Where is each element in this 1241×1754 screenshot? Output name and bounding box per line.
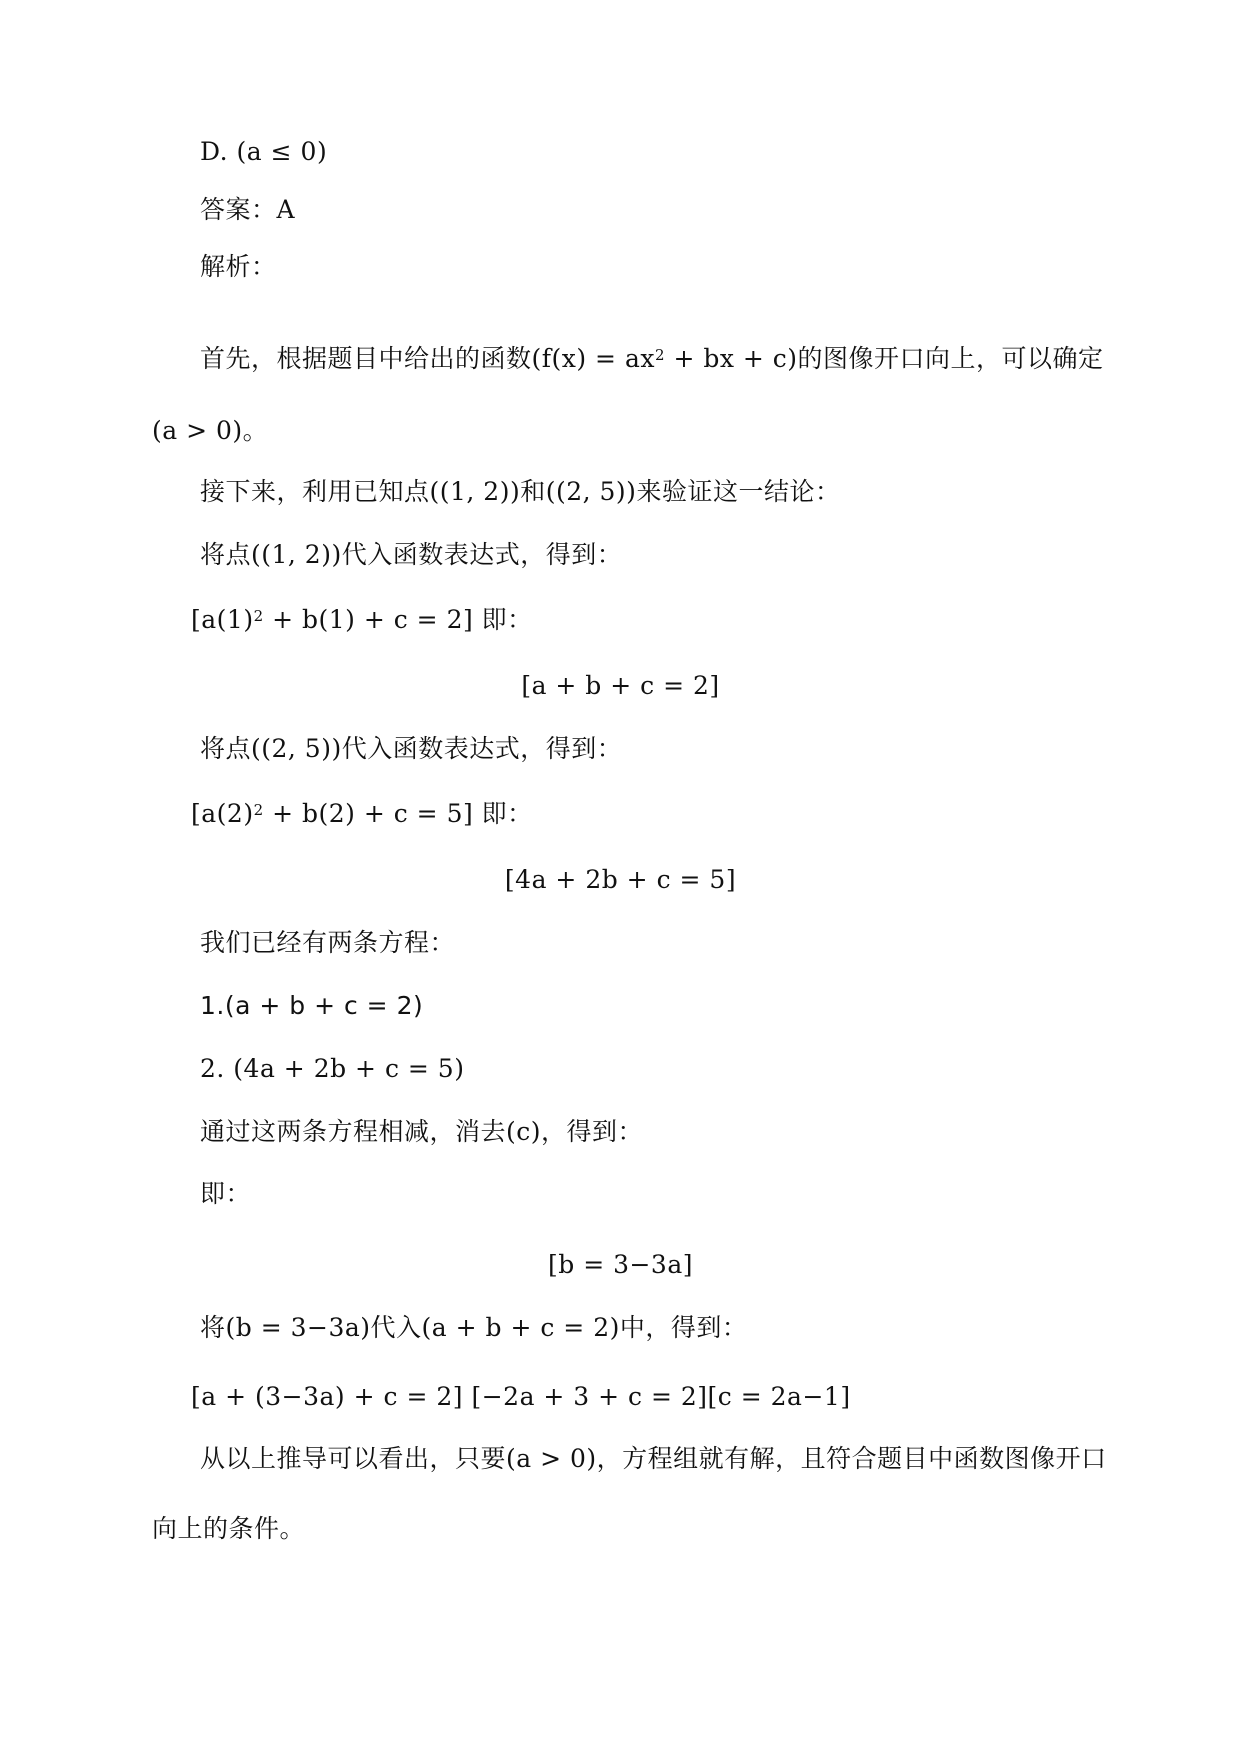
subtract-paragraph: 通过这两条方程相减，消去(c)，得到： bbox=[200, 1117, 644, 1146]
eq2-text-a: [a(2) bbox=[191, 799, 254, 828]
option-d: D. (a ≤ 0) bbox=[200, 137, 328, 166]
substitute-point-1: 将点((1, 2))代入函数表达式，得到： bbox=[200, 540, 623, 569]
equation-2 bbox=[191, 798, 533, 830]
conclusion-paragraph: 从以上推导可以看出，只要(a > 0)，方程组就有解，且符合题目中函数图像开口 bbox=[200, 1444, 1107, 1473]
para1-text-a: 首先，根据题目中给出的函数(f(x) = ax bbox=[200, 344, 655, 373]
substitute-b-paragraph: 将(b = 3−3a)代入(a + b + c = 2)中，得到： bbox=[200, 1313, 748, 1342]
eq2-superscript: 2 bbox=[253, 801, 264, 819]
para1-text-b: + bx + c)的图像开口向上，可以确定 bbox=[665, 344, 1104, 373]
list-item-2: 2. (4a + 2b + c = 5) bbox=[200, 1054, 465, 1083]
equation-2-simplified: [4a + 2b + c = 5] bbox=[504, 865, 737, 894]
equation-1-simplified: [a + b + c = 2] bbox=[521, 671, 720, 700]
ie-label: 即： bbox=[200, 1179, 252, 1208]
list-item-1: 1.(a + b + c = 2) bbox=[200, 991, 424, 1020]
answer-line: 答案：A bbox=[200, 195, 296, 224]
para1-superscript: 2 bbox=[654, 346, 666, 364]
analysis-label: 解析： bbox=[200, 252, 277, 281]
analysis-paragraph-1-continued: (a > 0)。 bbox=[152, 416, 269, 445]
substitute-point-2: 将点((2, 5))代入函数表达式，得到： bbox=[200, 734, 623, 763]
conclusion-paragraph-continued: 向上的条件。 bbox=[152, 1514, 306, 1543]
equation-1 bbox=[191, 604, 533, 636]
c-derivation-equation: [a + (3−3a) + c = 2] [−2a + 3 + c = 2][c = 2a−1] bbox=[191, 1382, 851, 1411]
eq1-text-b: + b(1) + c = 2] 即： bbox=[263, 605, 533, 634]
b-result-equation: [b = 3−3a] bbox=[547, 1250, 693, 1279]
next-step-paragraph: 接下来，利用已知点((1, 2))和((2, 5))来验证这一结论： bbox=[200, 477, 841, 506]
eq1-superscript: 2 bbox=[253, 607, 264, 625]
eq1-text-a: [a(1) bbox=[191, 605, 254, 634]
eq2-text-b: + b(2) + c = 5] 即： bbox=[263, 799, 533, 828]
analysis-paragraph-1 bbox=[200, 343, 1104, 375]
two-equations-paragraph: 我们已经有两条方程： bbox=[200, 928, 456, 957]
